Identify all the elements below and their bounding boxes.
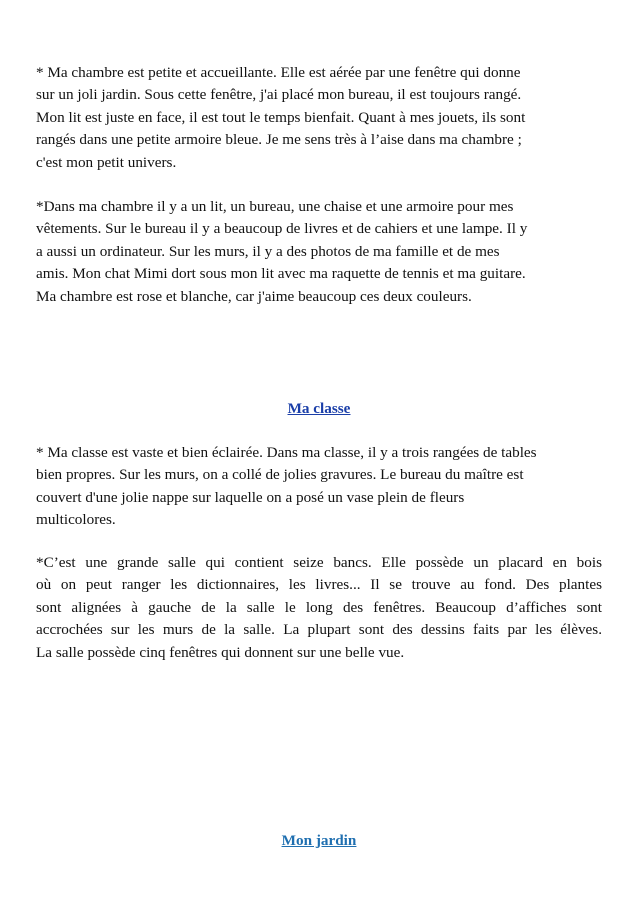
section-heading-ma-classe[interactable]: [0, 400, 638, 418]
text-line: multicolores.: [36, 511, 116, 529]
heading-link[interactable]: Mon jardin: [281, 832, 357, 849]
text-line: vêtements. Sur le bureau il y a beaucoup de livres et de cahiers et une lampe. Il y: [36, 220, 528, 238]
text-line: La salle possède cinq fenêtres qui donnent sur une belle vue.: [36, 643, 405, 661]
heading-link[interactable]: Ma classe: [287, 400, 351, 417]
text-line: sont alignées à gauche de la salle le long des fenêtres. Beaucoup d’affiches sont: [36, 598, 602, 616]
text-line: rangés dans une petite armoire bleue. Je me sens très à l’aise dans ma chambre ;: [36, 131, 522, 149]
text-line: * Ma classe est vaste et bien éclairée. Dans ma classe, il y a trois rangées de tables: [36, 444, 537, 461]
text-line: a aussi un ordinateur. Sur les murs, il y a des photos de ma famille et de mes: [36, 242, 500, 260]
text-line: sur un joli jardin. Sous cette fenêtre, j'ai placé mon bureau, il est toujours rangé.: [36, 86, 522, 104]
paragraph-chambre-contents: [36, 196, 602, 308]
text-line: *Dans ma chambre il y a un lit, un bureau, une chaise et une armoire pour mes: [36, 198, 514, 215]
paragraph-classe-description: [36, 442, 602, 532]
paragraph-chambre-description: [36, 62, 602, 174]
section-heading-mon-jardin[interactable]: [0, 832, 638, 850]
text-line: * Ma chambre est petite et accueillante. Elle est aérée par une fenêtre qui donne: [36, 64, 521, 81]
text-line: c'est mon petit univers.: [36, 153, 177, 171]
text-line: Ma chambre est rose et blanche, car j'aime beaucoup ces deux couleurs.: [36, 287, 472, 305]
text-line: Mon lit est juste en face, il est tout le temps bienfait. Quant à mes jouets, ils sont: [36, 108, 526, 126]
paragraph-classe-salle: [36, 552, 602, 664]
text-line: bien propres. Sur les murs, on a collé de jolies gravures. Le bureau du maître est: [36, 466, 524, 484]
text-line: amis. Mon chat Mimi dort sous mon lit avec ma raquette de tennis et ma guitare.: [36, 265, 526, 283]
text-line: où on peut ranger les dictionnaires, les livres... Il se trouve au fond. Des plantes: [36, 576, 602, 594]
text-line: *C’est une grande salle qui contient seize bancs. Elle possède un placard en bois: [36, 554, 602, 571]
text-line: accrochées sur les murs de la salle. La plupart sont des dessins faits par les élèves.: [36, 621, 602, 639]
text-line: couvert d'une jolie nappe sur laquelle on a posé un vase plein de fleurs: [36, 488, 465, 506]
